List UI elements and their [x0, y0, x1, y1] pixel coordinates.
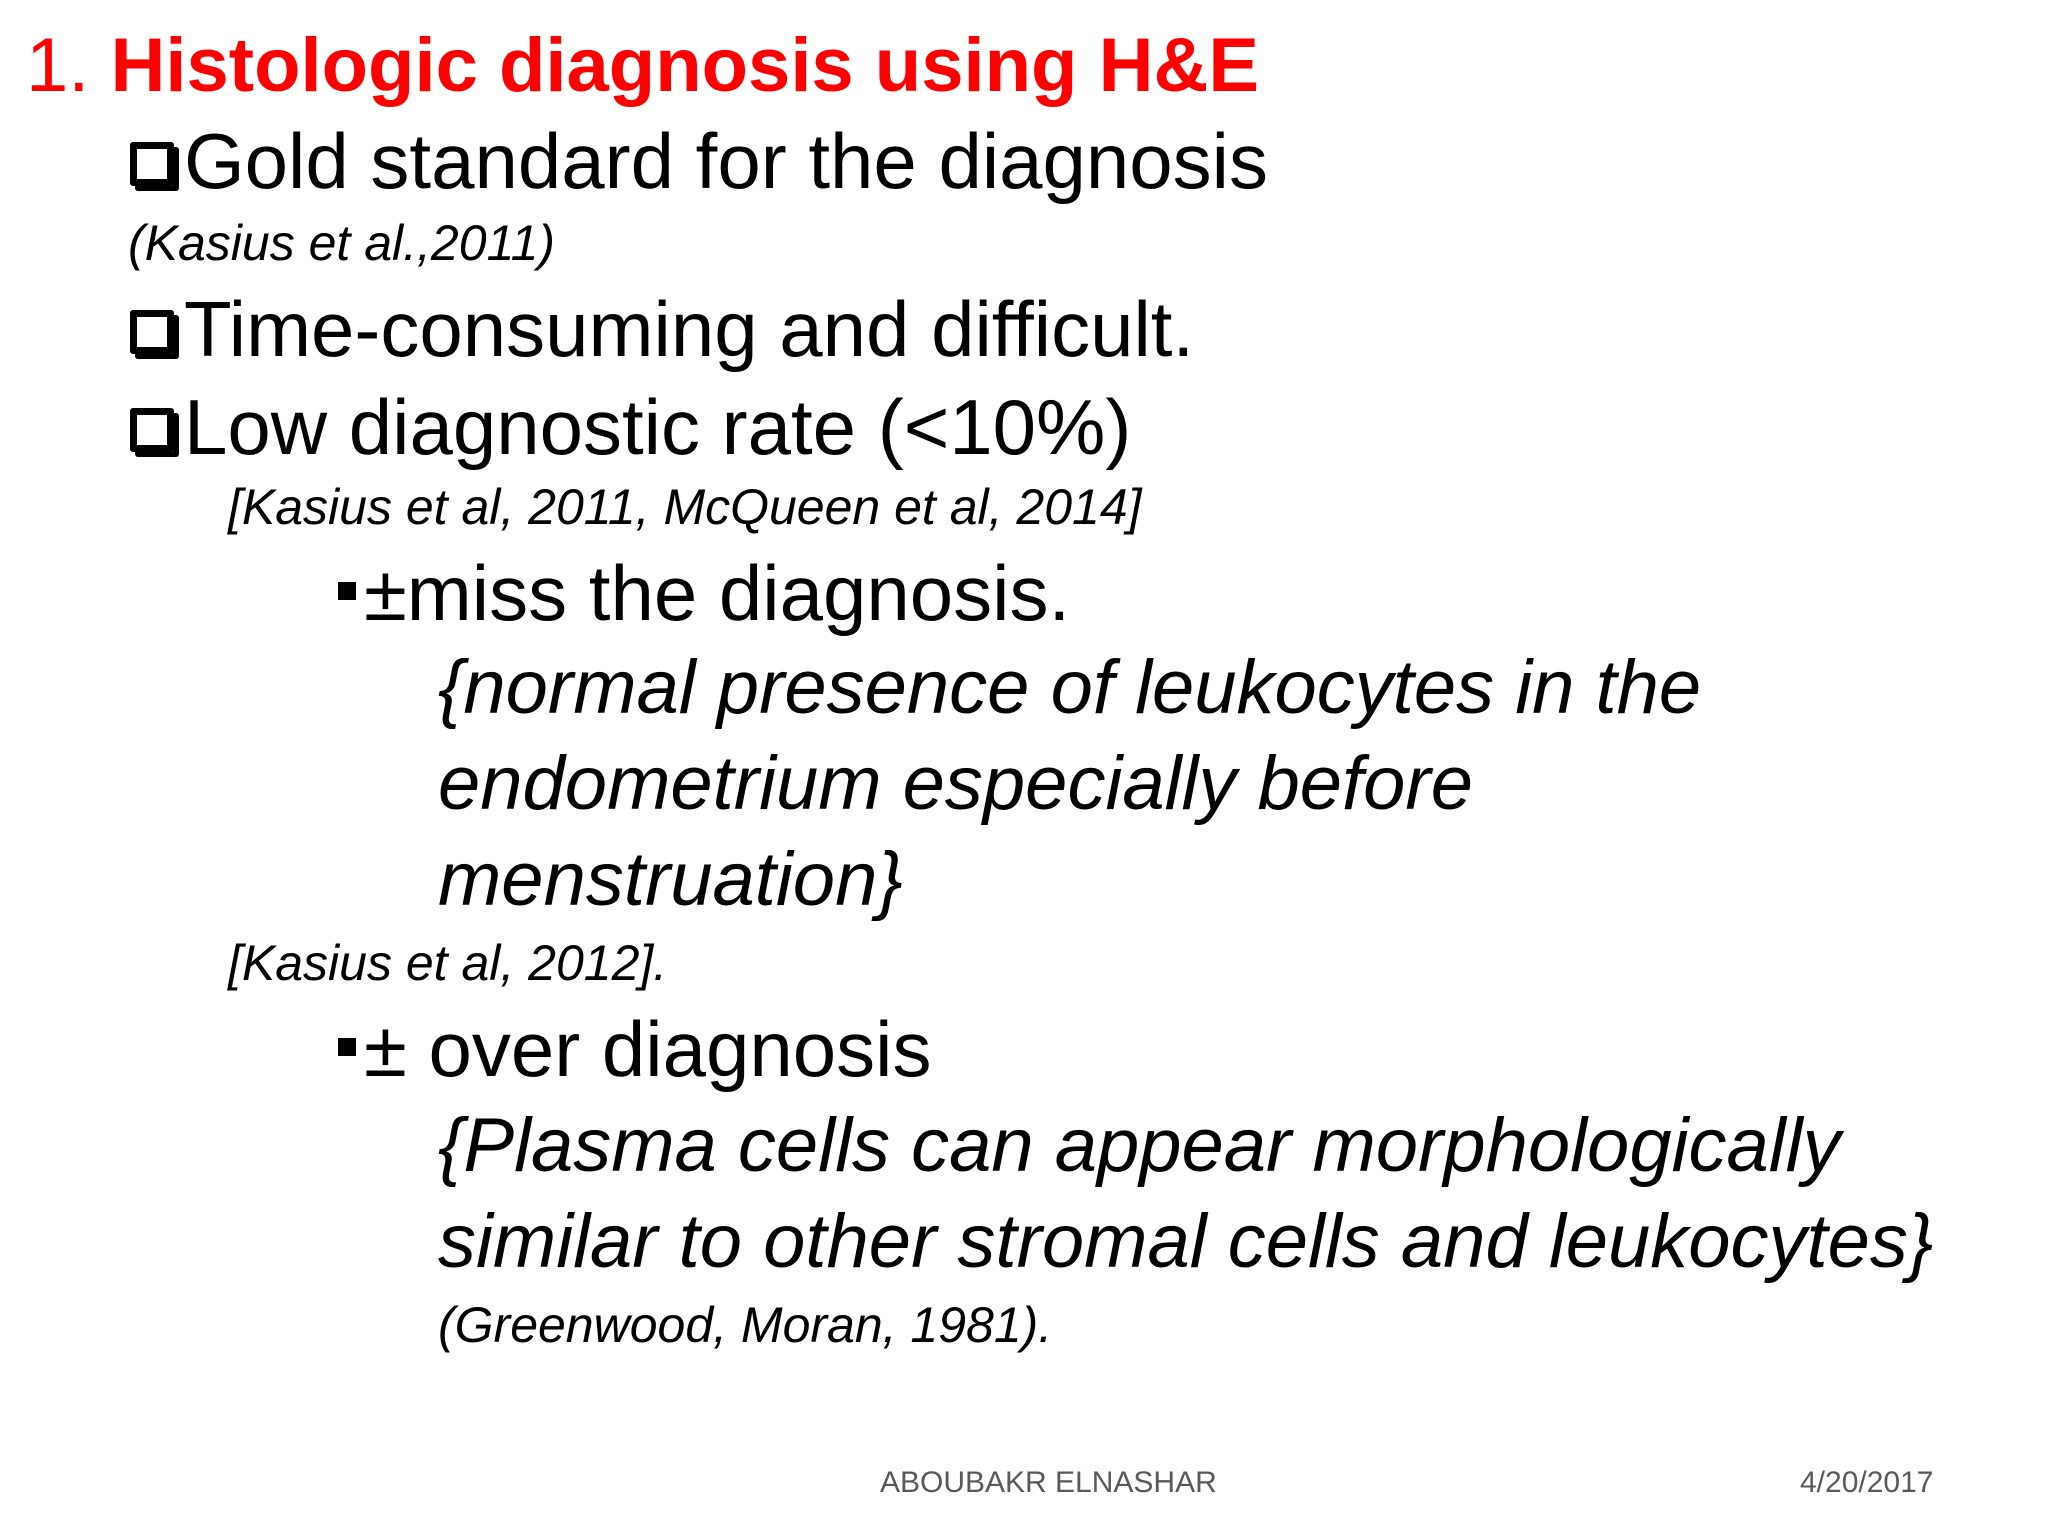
detail-line: {Plasma cells can appear morphologically	[438, 1103, 1841, 1188]
bullet-low-diagnostic-rate	[130, 383, 1132, 471]
detail-line: menstruation}	[438, 837, 903, 922]
detail-line: endometrium especially before	[438, 741, 1473, 826]
checkbox-bullet-icon	[130, 310, 174, 354]
sub-bullet-text: ±miss the diagnosis.	[364, 549, 1071, 637]
sub-bullet-miss-diagnosis	[338, 549, 1071, 637]
square-bullet-icon	[338, 582, 356, 600]
detail-line: similar to other stromal cells and leukocytes}	[438, 1199, 1934, 1284]
detail-line: {normal presence of leukocytes in the	[438, 645, 1702, 730]
title-text: Histologic diagnosis using H&E	[89, 23, 1260, 108]
citation-greenwood: (Greenwood, Moran, 1981).	[438, 1297, 1053, 1353]
bullet-gold-standard	[130, 117, 1269, 205]
bullet-text: Low diagnostic rate (<10%)	[184, 383, 1132, 471]
checkbox-bullet-icon	[130, 408, 174, 452]
sub-bullet-over-diagnosis	[338, 1005, 932, 1093]
footer-author: ABOUBAKR ELNASHAR	[880, 1466, 1217, 1499]
sub-bullet-text: ± over diagnosis	[364, 1005, 932, 1093]
citation-kasius-2012: [Kasius et al, 2012].	[228, 935, 668, 991]
citation-kasius-mcqueen: [Kasius et al, 2011, McQueen et al, 2014]	[228, 479, 1142, 535]
footer-date: 4/20/2017	[1800, 1466, 1934, 1499]
slide-title	[26, 23, 1260, 108]
bullet-time-consuming	[130, 285, 1195, 373]
bullet-text: Gold standard for the diagnosis	[184, 117, 1269, 205]
checkbox-bullet-icon	[130, 142, 174, 186]
citation-kasius-2011: (Kasius et al.,2011)	[128, 215, 556, 271]
bullet-text: Time-consuming and difficult.	[184, 285, 1195, 373]
square-bullet-icon	[338, 1038, 356, 1056]
title-number: 1.	[26, 23, 90, 108]
